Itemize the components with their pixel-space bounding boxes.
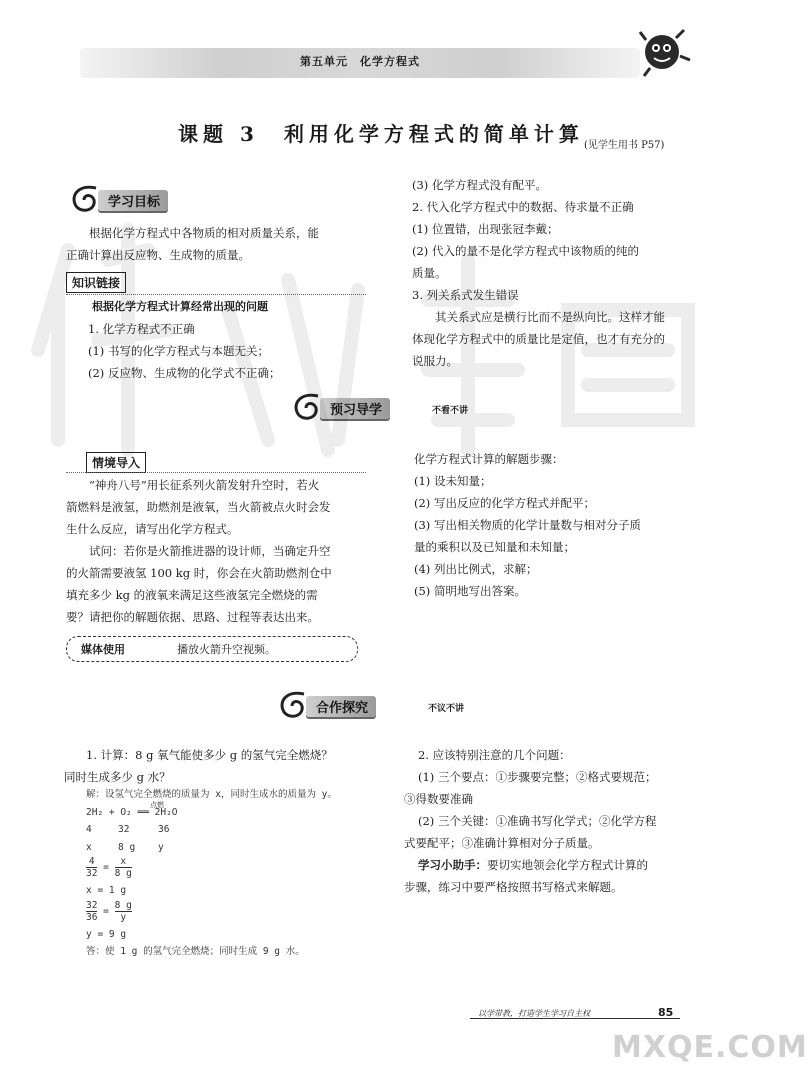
- y-result: y = 9 g: [86, 928, 127, 940]
- situation-line-2: 箭燃料是液氢，助燃剂是液氧，当火箭被点火时会发: [66, 500, 331, 514]
- worked-solution: [86, 786, 386, 961]
- step-1: (1) 设未知量；: [414, 474, 492, 488]
- error-line-3: (1) 位置错，出现张冠李戴；: [412, 222, 559, 236]
- question-1-line-2: 同时生成多少 g 水？: [64, 770, 171, 784]
- solution-answer: 答：使 1 g 的氢气完全燃烧；同时生成 9 g 水。: [86, 946, 305, 957]
- preview-tag: 不看不讲: [432, 406, 469, 416]
- knowledge-item-3: (2) 反应物、生成物的化学式不正确；: [88, 366, 281, 380]
- mass-h2o: 36: [158, 824, 170, 835]
- step-5: (5) 简明地写出答案。: [414, 584, 526, 598]
- error-line-6: 3. 列关系式发生错误: [412, 288, 519, 302]
- common-errors-continued: [412, 174, 697, 372]
- knowledge-link-body: [66, 296, 366, 384]
- lesson-title: 课题 3 利用化学方程式的简单计算: [178, 122, 584, 146]
- situation-line-5: 的火箭需要液氢 100 kg 时，你会在火箭助燃剂仓中: [66, 566, 332, 580]
- situation-line-4: 试问：若你是火箭推进器的设计师，当确定升空: [89, 544, 331, 558]
- ratio1-num: 4: [86, 856, 97, 868]
- learning-goals-banner: [68, 186, 228, 212]
- error-line-2: 2. 代入化学方程式中的数据、待求量不正确: [412, 200, 634, 214]
- learning-goals-heading: 学习目标: [98, 190, 168, 211]
- question-1: [64, 744, 386, 788]
- question-2: [404, 744, 696, 898]
- step-3: (3) 写出相关物质的化学计量数与相对分子质: [414, 518, 641, 532]
- error-line-4: (2) 代入的量不是化学方程式中该物质的纯的: [412, 244, 639, 258]
- situation-line-6: 填充多少 kg 的液氧来满足这些液氢完全燃烧的需: [66, 588, 318, 602]
- ratio2-den: 36: [86, 911, 98, 923]
- swirl-icon: [290, 390, 324, 424]
- error-line-1: (3) 化学方程式没有配平。: [412, 178, 547, 192]
- preview-heading: 预习导学: [320, 398, 390, 419]
- situation-line-3: 生什么反应，请写出化学方程式。: [66, 522, 239, 536]
- ratio1-rden: 8 g: [114, 868, 132, 879]
- solution-let: 解：设氢气完全燃烧的质量为 x，同时生成水的质量为 y。: [86, 789, 337, 800]
- media-usage-box: [66, 636, 358, 662]
- ratio1-rnum: x: [115, 856, 132, 868]
- ratio2-num: 32: [86, 899, 98, 911]
- known-o2: 8 g: [118, 841, 136, 853]
- step-4: (4) 列出比例式，求解；: [414, 562, 538, 576]
- page-reference: (见学生用书 P57): [584, 140, 665, 151]
- cooperation-heading: 合作探究: [306, 696, 376, 717]
- question-2-line-2: ③得数要准确: [404, 792, 473, 806]
- known-x: x: [86, 841, 92, 853]
- learning-goals-text: [66, 222, 366, 266]
- error-line-5: 质量。: [412, 266, 447, 280]
- ratio2-rnum: 8 g: [114, 899, 132, 911]
- cooperation-banner: [276, 692, 516, 718]
- knowledge-subheading: 根据化学方程式计算经常出现的问题: [92, 300, 268, 313]
- knowledge-item-2: (1) 书写的化学方程式与本题无关；: [88, 344, 269, 358]
- error-line-7: 其关系式应是横行比而不是纵向比。这样才能: [435, 310, 665, 324]
- question-1-line-1: 1. 计算：8 g 氧气能使多少 g 的氢气完全燃烧？: [86, 748, 333, 762]
- mass-o2: 32: [118, 824, 130, 835]
- error-line-9: 说服力。: [412, 354, 458, 368]
- known-y: y: [158, 841, 164, 853]
- preview-banner: [290, 394, 530, 420]
- helper-line-1: 要切实地领会化学方程式计算的: [487, 858, 648, 872]
- running-title: 第五单元 化学方程式: [300, 55, 420, 68]
- steps-intro: 化学方程式计算的解题步骤：: [414, 452, 564, 466]
- question-2-heading: 2. 应该特别注意的几个问题：: [418, 748, 571, 762]
- situation-line-7: 要？请把你的解题依据、思路、过程等表达出来。: [66, 610, 319, 624]
- helper-line-2: 步骤，练习中要严格按照书写格式来解题。: [404, 880, 623, 894]
- knowledge-link-label: 知识链接: [66, 272, 126, 293]
- ratio2-rden: y: [120, 911, 127, 923]
- solving-steps: [414, 448, 699, 602]
- helper-label: 学习小助手：: [418, 858, 487, 872]
- x-result: x = 1 g: [86, 885, 127, 896]
- dotted-divider: [66, 294, 366, 295]
- ratio-1: $\frac{4}{32}$ = $\frac{x}{8 g}$: [86, 856, 132, 879]
- question-2-line-3: (2) 三个关键：①准确书写化学式；②化学方程: [418, 814, 657, 828]
- goal-line-2: 正确计算出反应物、生成物的质量。: [66, 248, 250, 262]
- situation-body: [66, 474, 366, 628]
- error-line-8: 体现化学方程式中的质量比是定值，也才有充分的: [412, 332, 665, 346]
- step-2: (2) 写出反应的化学方程式并配平；: [414, 496, 595, 510]
- swirl-icon: [68, 182, 102, 216]
- footer-slogan: 以学带教，打造学生学习自主权: [478, 1009, 590, 1018]
- step-3-cont: 量的乘积以及已知量和未知量；: [414, 540, 575, 554]
- page-number: 85: [658, 1006, 674, 1019]
- cooperation-tag: 不议不讲: [428, 704, 465, 714]
- media-text: 播放火箭升空视频。: [177, 643, 276, 656]
- swirl-icon: [276, 688, 310, 722]
- dotted-divider: [66, 472, 366, 473]
- goal-line-1: 根据化学方程式中各物质的相对质量关系，能: [89, 226, 319, 240]
- mass-h2: 4: [86, 824, 92, 835]
- situation-line-1: “神舟八号”用长征系列火箭发射升空时，若火: [89, 478, 320, 492]
- mascot-icon: [636, 26, 692, 78]
- solution-equation: 2H₂ + O₂ ══ 2H₂O: [86, 806, 178, 818]
- ratio1-den: 32: [86, 868, 98, 879]
- reaction-condition: 点燃: [150, 800, 164, 809]
- knowledge-item-1: 1. 化学方程式不正确: [88, 322, 195, 336]
- situation-label: 情境导入: [86, 452, 146, 473]
- site-watermark: MXQE.COM: [612, 1030, 808, 1065]
- question-2-line-1: (1) 三个要点：①步骤要完整；②格式要规范；: [418, 770, 657, 784]
- ratio-2: $\frac{32}{36}$ = $\frac{8 g}{y}$: [86, 899, 132, 923]
- media-label: 媒体使用: [81, 643, 125, 656]
- question-2-line-4: 式要配平；③准确计算相对分子质量。: [404, 836, 600, 850]
